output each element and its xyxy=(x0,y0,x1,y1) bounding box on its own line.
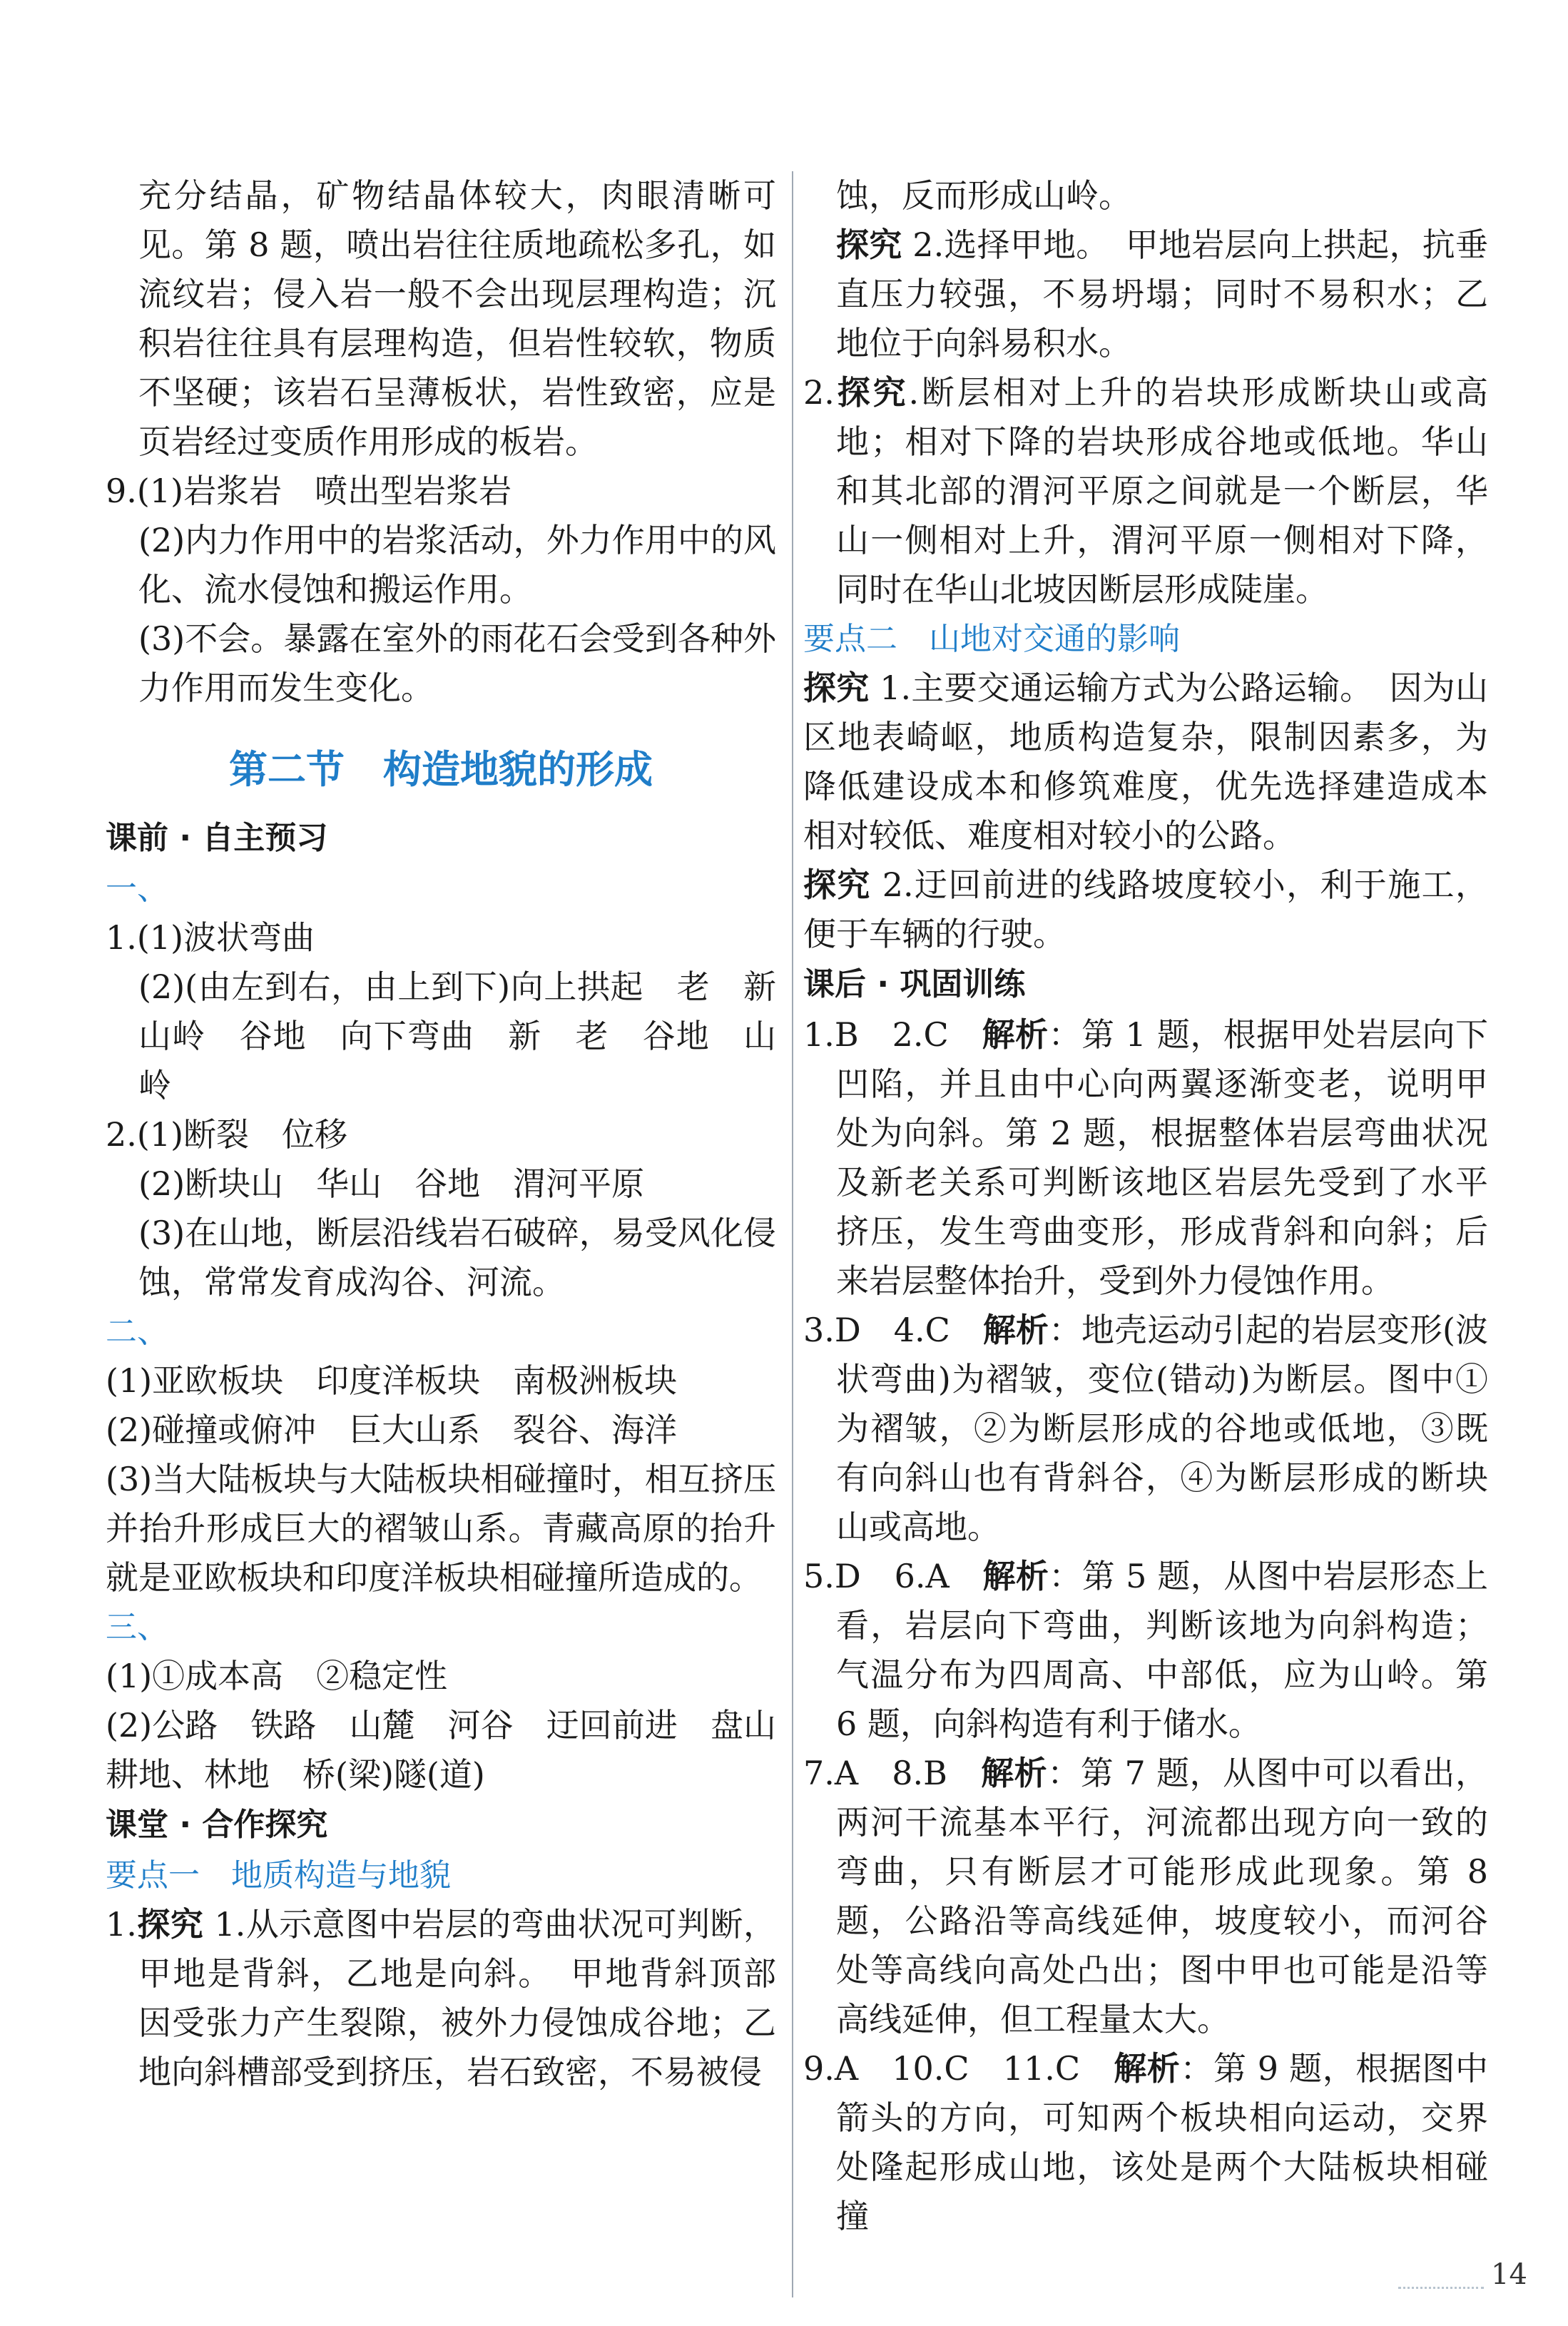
key-point-1: 要点一 地质构造与地貌 xyxy=(106,1857,451,1894)
explore-number: 1. xyxy=(106,1905,137,1944)
section-title: 第二节 构造地貌的形成 xyxy=(229,747,653,792)
answer-b1: (1)亚欧板块 印度洋板块 南极洲板块 xyxy=(106,1361,678,1400)
answer-keys: 5.D 6.A xyxy=(803,1557,983,1595)
answer-paragraph: 充分结晶，矿物结晶体较大，肉眼清晰可见。第 8 题，喷出岩往往质地疏松多孔，如流纹岩；侵入岩一般不会出现层理构造；沉积岩往往具有层理构造，但岩性较软，物质不坚硬；该岩石呈薄板状，岩性致密，应是页岩经过变质作用形成的板岩。 xyxy=(138,176,776,461)
explore-label: 探究 xyxy=(834,373,909,412)
explore-text: 2.选择甲地。 甲地岩层向上拱起，抗垂直压力较强，不易坍塌；同时不易积水；乙地位于向斜易积水。 xyxy=(836,225,1488,362)
right-column xyxy=(803,171,1488,2241)
answer-keys: 1.B 2.C xyxy=(803,1015,982,1054)
footer-dotted-line xyxy=(1398,2287,1484,2289)
answer-keys: 9.A 10.C 11.C xyxy=(803,2049,1114,2088)
explore-transport-1 xyxy=(803,664,1488,860)
answer-keys: 7.A 8.B xyxy=(803,1754,982,1792)
answer-2-1: 2.(1)断裂 位移 xyxy=(106,1115,348,1154)
key-point-2: 要点二 山地对交通的影响 xyxy=(803,621,1180,657)
explore-text: 1.主要交通运输方式为公路运输。 因为山区地表崎岖，地质构造复杂，限制因素多，为降低建设成本和修筑难度，优先选择建造成本相对较低、难度相对较小的公路。 xyxy=(803,669,1489,855)
analysis-label: 解析 xyxy=(1114,2049,1181,2088)
answer-keys: 3.D 4.C xyxy=(803,1311,983,1349)
answer-c2: (2)公路 铁路 山麓 河谷 迂回前进 盘山 耕地、林地 桥(梁)隧(道) xyxy=(106,1706,809,1794)
explore-transport-2 xyxy=(803,860,1488,959)
answer-2-2: (2)断块山 华山 谷地 渭河平原 xyxy=(138,1164,645,1203)
answer-3-4-analysis xyxy=(803,1306,1488,1552)
answer-9-2: (2)内力作用中的岩浆活动，外力作用中的风化、流水侵蚀和搬运作用。 xyxy=(138,521,776,609)
answer-5-6-analysis xyxy=(803,1552,1488,1749)
explore-item-2 xyxy=(803,368,1488,614)
part-one-label: 一、 xyxy=(106,870,168,907)
answer-b2: (2)碰撞或俯冲 巨大山系 裂谷、海洋 xyxy=(106,1411,678,1449)
analysis-label: 解析 xyxy=(981,1754,1048,1792)
class-heading: 课堂 · 合作探究 xyxy=(106,1807,328,1843)
preview-heading: 课前 · 自主预习 xyxy=(106,820,328,856)
column-divider xyxy=(792,171,793,2297)
analysis-text: ：第 9 题，根据图中箭头的方向，可知两个板块相向运动，交界处隆起形成山地，该处是两个大陆板块相碰撞 xyxy=(836,2049,1489,2235)
answer-9-1: 9.(1)岩浆岩 喷出型岩浆岩 xyxy=(106,472,512,510)
explore-number: 2. xyxy=(803,373,835,412)
analysis-text: ：第 7 题，从图中可以看出，两河干流基本平行，河流都出现方向一致的弯曲，只有断层才可能形成此现象。第 8 题，公路沿等高线延伸，坡度较小，而河谷处等高线向高处凸出；图中甲也可能是沿等高线延伸，但工程量太大。 xyxy=(836,1754,1489,2038)
explore-text: 1.从示意图中岩层的弯曲状况可判断，甲地是背斜，乙地是向斜。 甲地背斜顶部因受张力产生裂隙，被外力侵蚀成谷地；乙地向斜槽部受到挤压，岩石致密，不易被侵 xyxy=(138,1905,777,2091)
analysis-text: ：地壳运动引起的岩层变形(波状弯曲)为褶皱，变位(错动)为断层。图中①为褶皱，②为断层形成的谷地或低地，③既有向斜山也有背斜谷，④为断层形成的断块山或高地。 xyxy=(836,1311,1489,1546)
answer-7-8-analysis xyxy=(803,1749,1488,2044)
analysis-label: 解析 xyxy=(982,1557,1049,1595)
explore-label: 探究 xyxy=(803,669,870,707)
part-three-label: 三、 xyxy=(106,1609,168,1645)
analysis-label: 解析 xyxy=(982,1311,1049,1349)
left-column xyxy=(106,171,809,2097)
explore-label: 探究 xyxy=(836,225,902,264)
answer-9-11-analysis xyxy=(803,2044,1488,2241)
continued-text: 蚀，反而形成山岭。 xyxy=(836,176,1131,215)
answer-2-3: (3)在山地，断层沿线岩石破碎，易受风化侵蚀，常常发育成沟谷、河流。 xyxy=(138,1214,776,1301)
after-class-heading: 课后 · 巩固训练 xyxy=(803,966,1026,1002)
explore-text: .断层相对上升的岩块形成断块山或高地；相对下降的岩块形成谷地或低地。华山和其北部的渭河平原之间就是一个断层，华山一侧相对上升，渭河平原一侧相对下降，同时在华山北坡因断层形成陡崖。 xyxy=(836,373,1489,609)
explore-text: 2.迂回前进的线路坡度较小，利于施工，便于车辆的行驶。 xyxy=(803,865,1488,953)
part-two-label: 二、 xyxy=(106,1314,168,1350)
answer-b3: (3)当大陆板块与大陆板块相碰撞时，相互挤压并抬升形成巨大的褶皱山系。青藏高原的抬升就是亚欧板块和印度洋板块相碰撞所造成的。 xyxy=(106,1460,776,1597)
explore-label: 探究 xyxy=(136,1905,204,1944)
page-number: 14 xyxy=(1491,2258,1527,2291)
explore-label: 探究 xyxy=(803,865,871,904)
explore-2 xyxy=(803,220,1488,368)
analysis-text: ：第 1 题，根据甲处岩层向下凹陷，并且由中心向两翼逐渐变老，说明甲处为向斜。第 2 题，根据整体岩层弯曲状况及新老关系可判断该地区岩层先受到了水平挤压，发生弯曲变形，形成背斜和向斜；后来岩层整体抬升，受到外力侵蚀作用。 xyxy=(836,1015,1489,1300)
answer-c1: (1)①成本高 ②稳定性 xyxy=(106,1657,448,1695)
explore-1 xyxy=(106,1900,776,2097)
analysis-label: 解析 xyxy=(982,1015,1049,1054)
answer-1-2-analysis xyxy=(803,1010,1488,1306)
answer-9-3: (3)不会。暴露在室外的雨花石会受到各种外力作用而发生变化。 xyxy=(138,619,776,707)
analysis-text: ：第 5 题，从图中岩层形态上看，岩层向下弯曲，判断该地为向斜构造；气温分布为四周高、中部低，应为山岭。第 6 题，向斜构造有利于储水。 xyxy=(836,1557,1489,1743)
answer-1-1: 1.(1)波状弯曲 xyxy=(106,918,315,957)
answer-1-2: (2)(由左到右，由上到下)向上拱起 老 新 山岭 谷地 向下弯曲 新 老 谷地 山岭 xyxy=(138,968,809,1104)
